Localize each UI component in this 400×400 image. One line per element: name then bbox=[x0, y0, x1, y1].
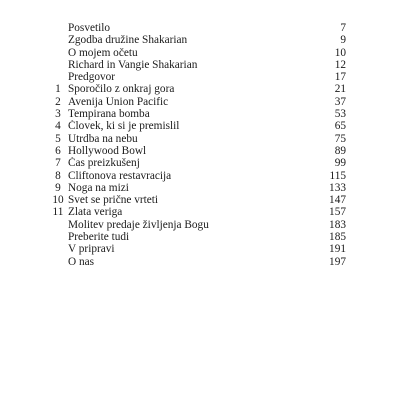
entry-title: Zlata veriga bbox=[68, 206, 123, 219]
entry-title: Zgodba družine Shakarian bbox=[68, 34, 188, 47]
entry-title: Richard in Vangie Shakarian bbox=[68, 58, 198, 71]
page-number: 53 bbox=[334, 108, 346, 121]
toc-entry bbox=[48, 71, 346, 83]
toc-entry bbox=[48, 219, 346, 231]
page-number: 157 bbox=[329, 206, 346, 219]
entry-title: O mojem očetu bbox=[68, 46, 138, 59]
entry-title: Cliftonova restavracija bbox=[68, 169, 172, 182]
toc-entry bbox=[48, 206, 346, 218]
chapter-number: 4 bbox=[55, 120, 61, 133]
toc-entry bbox=[48, 231, 346, 243]
toc-entry bbox=[48, 157, 346, 169]
entry-title: O nas bbox=[68, 255, 95, 268]
toc-entry bbox=[48, 182, 346, 194]
chapter-number: 9 bbox=[55, 181, 61, 194]
toc-entry bbox=[48, 170, 346, 182]
entry-title: Posvetilo bbox=[68, 22, 111, 34]
toc-entry bbox=[48, 256, 346, 268]
toc-entry bbox=[48, 96, 346, 108]
toc-entry bbox=[48, 120, 346, 132]
chapter-number: 1 bbox=[55, 83, 61, 96]
toc-entry bbox=[48, 47, 346, 59]
entry-title: Človek, ki si je premislil bbox=[68, 120, 180, 133]
page-number: 89 bbox=[334, 144, 346, 157]
toc-entry bbox=[48, 22, 346, 34]
page-number: 75 bbox=[334, 132, 346, 145]
toc-entry bbox=[48, 34, 346, 46]
entry-title: Molitev predaje življenja Bogu bbox=[68, 218, 209, 231]
entry-title: Utrdba na nebu bbox=[68, 132, 138, 145]
entry-title: Sporočilo z onkraj gora bbox=[68, 83, 175, 96]
page-number: 191 bbox=[329, 243, 346, 256]
page-number: 133 bbox=[329, 181, 346, 194]
page-number: 197 bbox=[329, 255, 346, 268]
page-number: 17 bbox=[334, 71, 346, 84]
entry-title: Avenija Union Pacific bbox=[68, 95, 169, 108]
toc-entry bbox=[48, 243, 346, 255]
toc-entry bbox=[48, 133, 346, 145]
toc-entry bbox=[48, 59, 346, 71]
entry-title: Preberite tudi bbox=[68, 231, 130, 244]
page-number: 12 bbox=[334, 58, 346, 71]
chapter-number: 11 bbox=[52, 206, 64, 219]
page-number: 21 bbox=[334, 83, 346, 96]
chapter-number: 3 bbox=[55, 108, 61, 121]
entry-title: Noga na mizi bbox=[68, 181, 129, 194]
entry-title: V pripravi bbox=[68, 243, 115, 256]
page-number: 147 bbox=[329, 194, 346, 207]
entry-title: Predgovor bbox=[68, 71, 116, 84]
page-number: 115 bbox=[329, 169, 346, 182]
chapter-number: 2 bbox=[55, 95, 61, 108]
page-number: 183 bbox=[329, 218, 346, 231]
page-number: 7 bbox=[340, 22, 346, 34]
entry-title: Čas preizkušenj bbox=[68, 157, 140, 170]
entry-title: Svet se prične vrteti bbox=[68, 194, 159, 207]
toc-entry bbox=[48, 108, 346, 120]
chapter-number: 6 bbox=[55, 144, 61, 157]
chapter-number: 5 bbox=[55, 132, 61, 145]
entry-title: Hollywood Bowl bbox=[68, 144, 147, 157]
page-number: 37 bbox=[334, 95, 346, 108]
toc-entry bbox=[48, 194, 346, 206]
chapter-number: 7 bbox=[55, 157, 61, 170]
table-of-contents bbox=[48, 22, 346, 268]
entry-title: Tempirana bomba bbox=[68, 108, 150, 121]
page-number: 99 bbox=[334, 157, 346, 170]
page-number: 10 bbox=[334, 46, 346, 59]
toc-entry bbox=[48, 83, 346, 95]
page-number: 65 bbox=[334, 120, 346, 133]
chapter-number: 10 bbox=[52, 194, 64, 207]
page-number: 185 bbox=[329, 231, 346, 244]
chapter-number: 8 bbox=[55, 169, 61, 182]
toc-entry bbox=[48, 145, 346, 157]
page-number: 9 bbox=[340, 34, 346, 47]
